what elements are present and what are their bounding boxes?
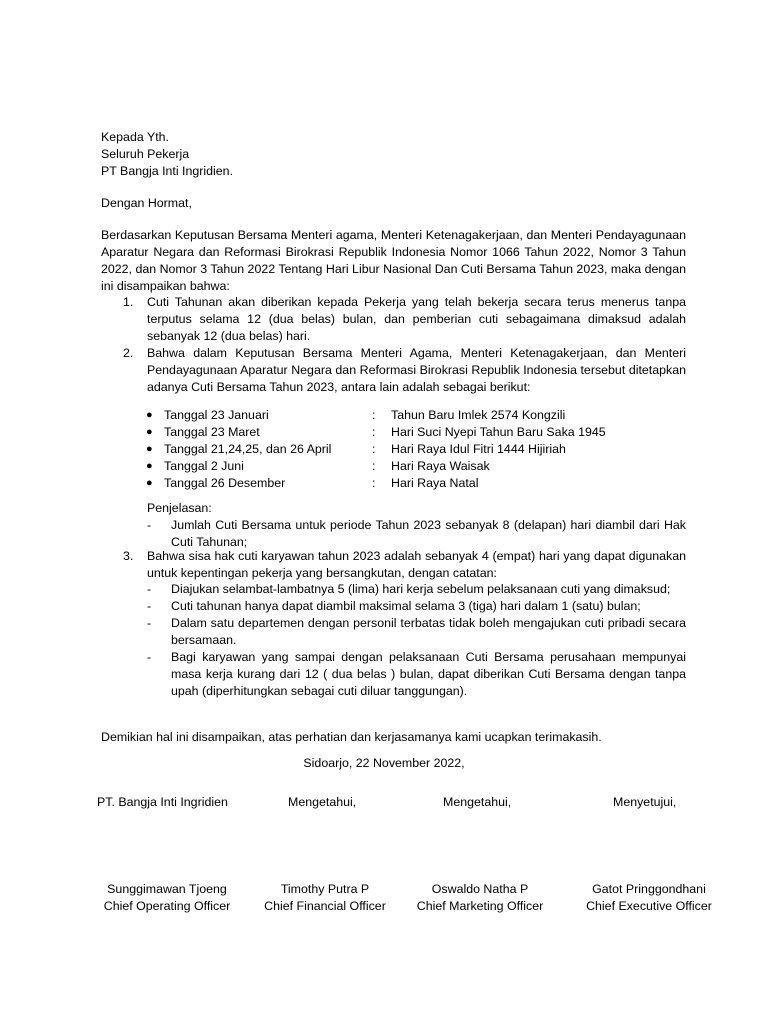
holiday-date: Tanggal 26 Desember bbox=[164, 476, 286, 490]
item-number: 1. bbox=[123, 295, 134, 309]
note-item bbox=[147, 581, 686, 598]
recipient-line-2: Seluruh Pekerja bbox=[101, 147, 190, 161]
closing-paragraph: Demikian hal ini disampaikan, atas perhatian dan kerjasamanya kami ucapkan terimakasih. bbox=[101, 730, 602, 744]
signer-name: Timothy Putra P bbox=[280, 882, 370, 896]
dash-marker: - bbox=[147, 599, 152, 613]
signature-heading-company: PT. Bangja Inti Ingridien bbox=[97, 795, 228, 809]
item-number: 2. bbox=[123, 346, 134, 360]
dash-marker: - bbox=[147, 582, 152, 596]
signer-name: Sunggimawan Tjoeng bbox=[107, 882, 227, 896]
holiday-date: Tanggal 21,24,25, dan 26 April bbox=[164, 442, 332, 456]
signer-title: Chief Executive Officer bbox=[586, 899, 712, 913]
holiday-row bbox=[146, 475, 686, 492]
signer-title: Chief Financial Officer bbox=[264, 899, 386, 913]
penjelasan-label: Penjelasan: bbox=[147, 501, 212, 515]
holiday-row bbox=[146, 441, 686, 458]
intro-paragraph: Berdasarkan Keputusan Bersama Menteri agama, Menteri Ketenagakerjaan, dan Menteri Pendayagunaan Aparatur Negara dan Reformasi Birokrasi Republik Indonesia Nomor 1066 Tahun 2022, Nomor 3 Tahun 2022, dan Nomor 3 Tahun 2022 Tentang Hari Libur Nasional Dan Cuti Bersama Tahun 2023, maka dengan ini disampaikan bahwa: bbox=[101, 228, 686, 293]
holiday-colon: : bbox=[372, 425, 376, 439]
note-text: Bagi karyawan yang sampai dengan pelaksanaan Cuti Bersama perusahaan mempunyai masa kerja kurang dari 12 ( dua belas ) bulan, dapat diberikan Cuti Bersama dengan tanpa upah (diperhitungkan sebagai cuti diluar tanggungan). bbox=[171, 650, 686, 698]
signature-heading-acknowledged-2: Mengetahui, bbox=[443, 795, 512, 809]
recipient-line-3: PT Bangja Inti Ingridien. bbox=[101, 164, 234, 178]
holiday-date: Tanggal 2 Juni bbox=[164, 459, 244, 473]
greeting: Dengan Hormat, bbox=[101, 196, 192, 210]
holiday-row bbox=[146, 407, 686, 424]
note-item bbox=[147, 649, 686, 700]
note-text: Diajukan selambat-lambatnya 5 (lima) hari kerja sebelum pelaksanaan cuti yang dimaksud; bbox=[171, 582, 671, 596]
recipient-line-1: Kepada Yth. bbox=[101, 130, 169, 144]
holiday-row bbox=[146, 424, 686, 441]
note-text: Cuti tahunan hanya dapat diambil maksimal selama 3 (tiga) hari dalam 1 (satu) bulan; bbox=[171, 599, 641, 613]
dash-marker: - bbox=[147, 616, 152, 630]
dash-marker: - bbox=[147, 650, 152, 664]
penjelasan-block bbox=[147, 500, 686, 551]
holiday-name: Tahun Baru Imlek 2574 Kongzili bbox=[391, 408, 566, 422]
holiday-date: Tanggal 23 Januari bbox=[164, 408, 269, 422]
bullet-icon: ● bbox=[146, 460, 153, 472]
holiday-list bbox=[146, 407, 686, 492]
dash-marker: - bbox=[147, 518, 152, 532]
signer-block bbox=[258, 881, 392, 915]
bullet-icon: ● bbox=[146, 443, 153, 455]
holiday-colon: : bbox=[372, 476, 376, 490]
signature-heading-acknowledged-1: Mengetahui, bbox=[288, 795, 357, 809]
holiday-name: Hari Raya Waisak bbox=[391, 459, 490, 473]
item-text: Bahwa sisa hak cuti karyawan tahun 2023 adalah sebanyak 4 (empat) hari yang dapat digunakan untuk kepentingan pekerja yang bersangkutan, dengan catatan: bbox=[147, 549, 686, 580]
note-text: Dalam satu departemen dengan personil terbatas tidak boleh mengajukan cuti pribadi secara bersamaan. bbox=[171, 616, 686, 647]
holiday-colon: : bbox=[372, 408, 376, 422]
holiday-row bbox=[146, 458, 686, 475]
note-item bbox=[147, 615, 686, 649]
holiday-colon: : bbox=[372, 459, 376, 473]
recipient-block bbox=[101, 129, 686, 180]
penjelasan-item bbox=[147, 517, 686, 551]
signer-block bbox=[579, 881, 719, 915]
bullet-icon: ● bbox=[146, 426, 153, 438]
signer-block bbox=[97, 881, 237, 915]
item-text: Cuti Tahunan akan diberikan kepada Pekerja yang telah bekerja secara terus menerus tanpa terputus selama 12 (dua belas) bulan, dan pemberian cuti sebagaimana dimaksud adalah sebanyak 12 (dua belas) hari. bbox=[147, 295, 686, 343]
bullet-icon: ● bbox=[146, 477, 153, 489]
holiday-name: Hari Suci Nyepi Tahun Baru Saka 1945 bbox=[391, 425, 606, 439]
numbered-item-3 bbox=[101, 548, 686, 582]
signer-title: Chief Operating Officer bbox=[103, 899, 231, 913]
holiday-colon: : bbox=[372, 442, 376, 456]
notes-list bbox=[147, 581, 686, 700]
item-text: Bahwa dalam Keputusan Bersama Menteri Agama, Menteri Ketenagakerjaan, dan Menteri Pendayagunaan Aparatur Negara dan Reformasi Birokrasi Republik Indonesia tersebut ditetapkan adanya Cuti Bersama Tahun 2023, antara lain adalah sebagai berikut: bbox=[147, 346, 686, 394]
note-item bbox=[147, 598, 686, 615]
holiday-date: Tanggal 23 Maret bbox=[164, 425, 260, 439]
holiday-name: Hari Raya Idul Fitri 1444 Hijiriah bbox=[391, 442, 566, 456]
signer-name: Gatot Pringgondhani bbox=[592, 882, 706, 896]
penjelasan-text: Jumlah Cuti Bersama untuk periode Tahun 2023 sebanyak 8 (delapan) hari diambil dari Hak Cuti Tahunan; bbox=[171, 518, 686, 549]
signer-block bbox=[408, 881, 552, 915]
item-number: 3. bbox=[123, 549, 134, 563]
signature-heading-approved: Menyetujui, bbox=[613, 795, 677, 809]
signature-headings bbox=[0, 794, 768, 814]
signer-title: Chief Marketing Officer bbox=[416, 899, 544, 913]
holiday-name: Hari Raya Natal bbox=[391, 476, 479, 490]
signer-name: Oswaldo Natha P bbox=[431, 882, 529, 896]
bullet-icon: ● bbox=[146, 409, 153, 421]
numbered-item-1 bbox=[101, 294, 686, 345]
place-date: Sidoarjo, 22 November 2022, bbox=[303, 756, 465, 770]
numbered-item-2 bbox=[101, 345, 686, 396]
